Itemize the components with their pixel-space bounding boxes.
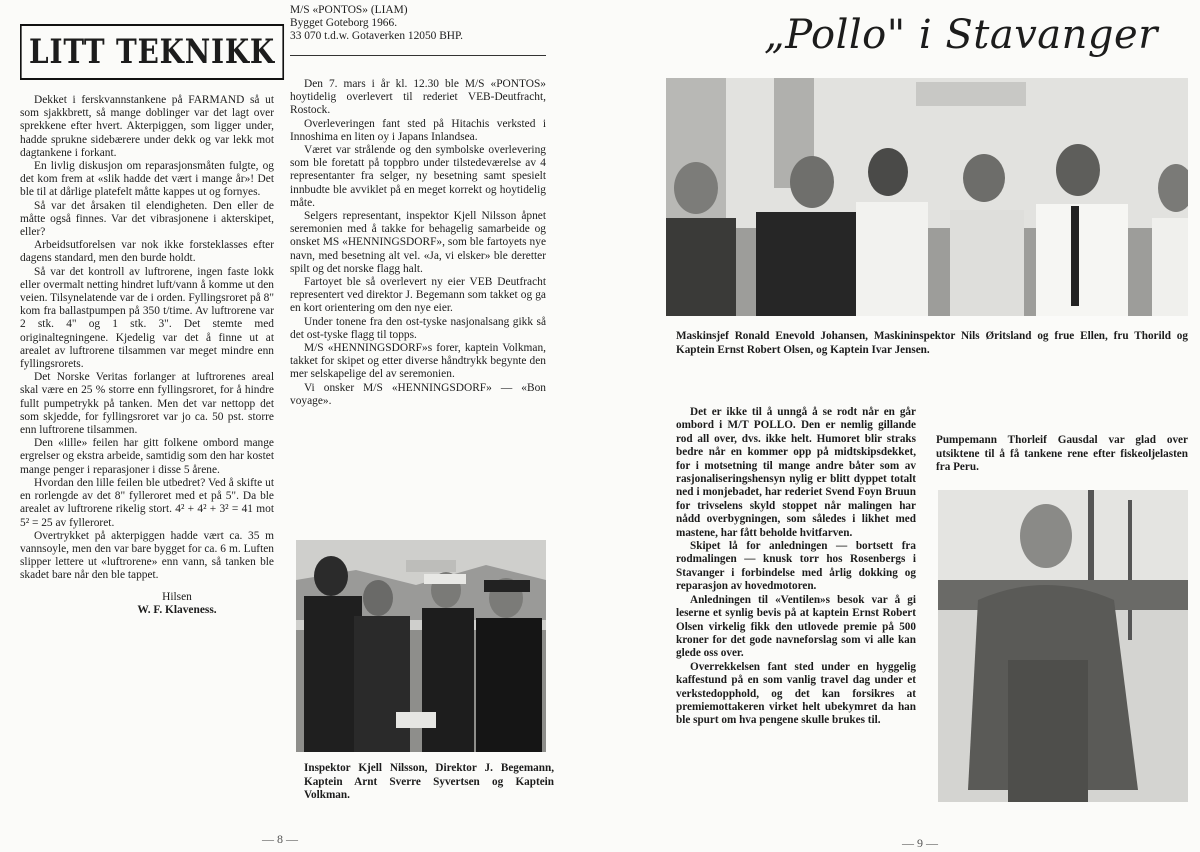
pontos-paragraph: M/S «HENNINGSDORF»s forer, kaptein Volkman, takket for skipet og etter diverse håndtrykk begynte den mer selskapelige del av seremonien.: [290, 342, 546, 381]
technik-paragraph: En livlig diskusjon om reparasjonsmåten fulgte, og det kom frem at «slik hadde det vært i mange år»! Det ble til at dårlige platefelt måtte kappes ut og fornyes.: [20, 160, 274, 199]
handshake-caption: Inspektor Kjell Nilsson, Direktor J. Begemann, Kaptein Arnt Sverre Syvertsen og Kaptein Volkman.: [304, 762, 554, 802]
pontos-paragraph: Vi onsker M/S «HENNINGSDORF» — «Bon voyage».: [290, 381, 546, 407]
technik-paragraph: Hvordan den lille feilen ble utbedret? Ved å skifte ut en rorlengde av det 8" fylleroret med et på 5". Da ble arealet av luftrorene rikelig stort. 4² + 4² + 3² = 41 mot 5² = 25 av fylleroret.: [20, 476, 274, 529]
pontos-paragraph: Den 7. mars i år kl. 12.30 ble M/S «PONTOS» hoytidelig overlevert til rederiet VEB-Deutfracht, Rostock.: [290, 78, 546, 117]
pontos-column: [290, 78, 546, 408]
ship-header: [290, 4, 530, 43]
ship-header-line: Bygget Goteborg 1966.: [290, 17, 398, 29]
pollo-paragraph: Overrekkelsen fant sted under en hyggelig kaffestund på en som vanlig travel dag under et verkstedopphold, og det kan forsikres at premiemottakeren virket helt ubekymret da han ble spurt om hva pengene skulle brukes til.: [676, 660, 916, 727]
technik-paragraph: Arbeidsutforelsen var nok ikke forsteklasses efter dagens standard, men den burde holdt.: [20, 239, 274, 265]
pontos-paragraph: Overleveringen fant sted på Hitachis verksted i Innoshima en liten oy i Japans Inlandsea.: [290, 117, 546, 143]
technik-paragraph: Dekket i ferskvannstankene på FARMAND så ut som sjakkbrett, så mange doblinger var det lagt over sprekkene efter hvert. Akterpiggen, som ligger under, hadde sprukne sidebærere under dekk og var lekk mot dagtankene i forkant.: [20, 94, 274, 159]
pump-caption: Pumpemann Thorleif Gausdal var glad over utsiktene til å få tankene rene efter fiskeoljelasten fra Peru.: [936, 434, 1188, 474]
pollo-paragraph: Det er ikke til å unngå å se rodt når en går ombord i M/T POLLO. Den er nemlig gillande rod all over, dvs. ikke helt. Humoret blir straks bedre når en kommer opp på midtskipsdekket, for i motsetning til mange andre båter som av rasjonaliseringshensyn nylig er blitt dyppet totalt ned i monjebadet, har rederiet Svend Foyn Bruun for trivselens skyld stoppet når malingen har nådd overbygningen, som således i likhet med mastene, har fått beholde hvitfarven.: [676, 406, 916, 539]
article-title: „Pollo" i Stavanger: [764, 12, 1158, 58]
pontos-paragraph: Været var strålende og den symbolske overlevering som ble foretatt på toppbro under tilstedeværelse av 4 representanter fra selger, ny besetning samt spesielt innbudte ble avviklet på en meget korrekt og hoytidelig måte.: [290, 144, 546, 209]
technik-paragraph: Så var det kontroll av luftrorene, ingen faste lokk eller overmalt netting hindret luft/vann å komme ut den veien. Tilsynelatende var de i orden. Fyllingsroret på 8" kom fra ballastpumpen på 350 t/time. Av luftrorene var 2 stk. 4" og 1 stk. 3". Det stemte med originaltegningene. Kjedelig var det å finne ut at arealet av luftrorene tilsammen var meget mindre enn fyllingsrorets.: [20, 265, 274, 371]
page-number-right: — 9 —: [902, 836, 938, 850]
box-title-text: LITT TEKNIKK: [29, 32, 275, 72]
technik-column: [20, 94, 274, 617]
pumpman-photo: [938, 490, 1188, 802]
ship-header-line: M/S «PONTOS» (LIAM): [290, 4, 408, 16]
pumpman-photo-illustration: [938, 490, 1188, 802]
pollo-paragraph: Anledningen til «Ventilen»s besok var å gi leserne et synlig bevis på at kaptein Ernst Robert Olsen virkelig fikk den utlovede premie på 500 kroner for det gode navneforslag som vi alle kan glede oss over.: [676, 593, 916, 660]
signoff-greeting: Hilsen: [162, 590, 192, 603]
technik-paragraph: Så var det årsaken til elendigheten. Den eller de måtte også finnes. Var det vibrasjonene i akterskipet, eller?: [20, 199, 274, 239]
pollo-paragraph: Skipet lå for anledningen — bortsett fra rodmalingen — knusk torr hos Rosenbergs i Stavanger i forbindelse med årlig dokking og reparasjon av hovedmotoren.: [676, 540, 916, 593]
technik-paragraph: Den «lille» feilen har gitt folkene ombord mange ergrelser og ekstra arbeide, samtidig som den har kostet mange penger i reparasjoner i disse 5 årene.: [20, 437, 274, 476]
pontos-paragraph: Under tonene fra den ost-tyske nasjonalsang gikk så det ost-tyske flagg til topps.: [290, 315, 546, 341]
group-photo-illustration: [666, 78, 1188, 316]
signoff-name: W. F. Klaveness.: [137, 603, 217, 616]
technik-paragraph: Det Norske Veritas forlanger at luftrorenes areal skal være en 25 % storre enn fyllingsroret, for å hindre fullt pumpetrykk på tanken. Men det var nettopp det som skjedde, for fyllingsroret var jo ca. 50 pst. storre enn luftrorene tilsammen.: [20, 371, 274, 437]
header-rule: [290, 55, 546, 56]
pollo-column: [676, 406, 916, 728]
page-number-left: — 8 —: [262, 832, 298, 846]
group-photo-caption: Maskinsjef Ronald Enevold Johansen, Maskininspektor Nils Øritsland og frue Ellen, fru Thorild og Kaptein Ernst Robert Olsen, og Kaptein Ivar Jensen.: [676, 330, 1188, 356]
pontos-paragraph: Fartoyet ble så overlevert ny eier VEB Deutfracht representert ved direktor J. Begemann som takket og ga en kort orientering om den nye eier.: [290, 276, 546, 315]
pontos-paragraph: Selgers representant, inspektor Kjell Nilsson åpnet seremonien med å takke for behagelig samarbeide og onsket MS «HENNINGSDORF», som ble fartoyets nye navn, med besetning alt vel. «Ja, vi elsker» ble deretter spilt og det norske flagg halt.: [290, 210, 546, 275]
ship-header-line: 33 070 t.d.w. Gotaverken 12050 BHP.: [290, 30, 463, 42]
technik-paragraph: Overtrykket på akterpiggen hadde vært ca. 35 m vannsoyle, men den var bare bygget for ca. 6 m. Luften slipper lettere ut «luftrorene» enn vann, så tanken ble skadet bare når den ble tappet.: [20, 529, 274, 582]
handshake-photo-illustration: [296, 540, 546, 752]
group-photo: [666, 78, 1188, 316]
box-title: [20, 24, 284, 80]
handshake-photo: [296, 540, 546, 752]
